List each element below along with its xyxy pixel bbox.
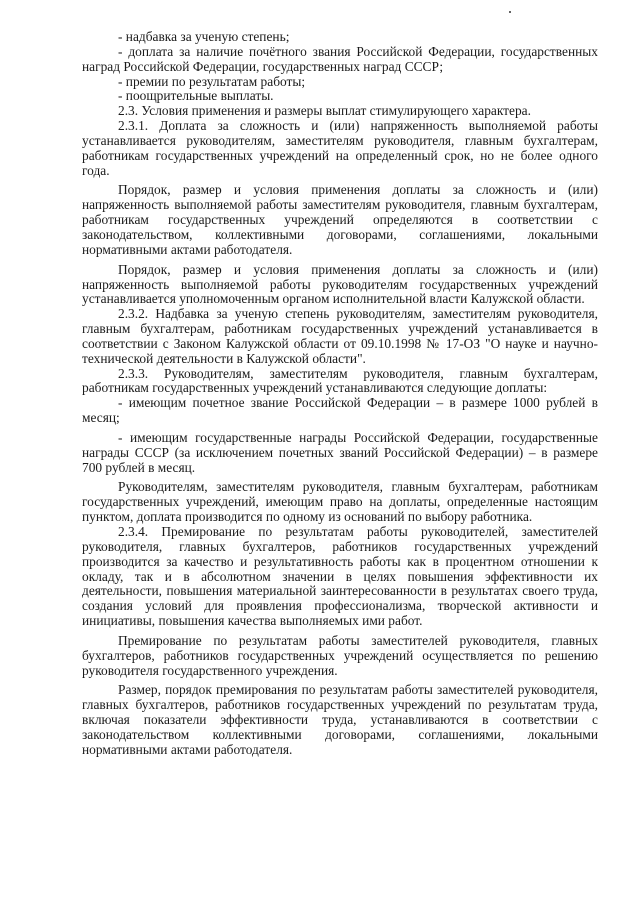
scan-speck bbox=[509, 11, 511, 13]
list-item-honorary-title-payment: - доплата за наличие почётного звания Российской Федерации, государственных наград Российской Федерации, государственных наград СССР; bbox=[82, 43, 598, 74]
paragraph-procedure-deputies: Порядок, размер и условия применения доплаты за сложность и (или) напряженность выполняемой работы заместителям руководителя, главным бухгалтерам, работникам государственных учреждений определяются в соответствии с законодательством, коллективными договорами, соглашениями, локальными нормативными актами работодателя. bbox=[82, 182, 598, 257]
list-item-state-awards-amount: - имеющим государственные награды Российской Федерации, государственные награды СССР (за исключением почетных званий Российской Федерации) – в размере 700 рублей в месяц. bbox=[82, 429, 598, 475]
paragraph-bonus-size-procedure: Размер, порядок премирования по результатам работы заместителей руководителя, главных бухгалтеров, работников государственных учреждений по результатам труда, включая показатели эффективности труда, устанавливаются в соответствии с законодательством коллективными договорами, соглашениями, локальными нормативными актами работодателя. bbox=[82, 682, 598, 757]
list-item-academic-degree-bonus: - надбавка за ученую степень; bbox=[118, 29, 290, 44]
section-heading-2-3: 2.3. Условия применения и размеры выплат стимулирующего характера. bbox=[118, 103, 531, 119]
clause-2-3-2: 2.3.2. Надбавка за ученую степень руководителям, заместителям руководителя, главным бухгалтерам, работникам государственных учреждений устанавливается в соответствии с Законом Калужской области от 09.10.1998 № 17-ОЗ "О науке и научно-технической деятельности в Калужской области". bbox=[82, 306, 598, 366]
list-item-performance-bonuses: - премии по результатам работы; bbox=[118, 73, 306, 89]
paragraph-one-basis-choice: Руководителям, заместителям руководителя, главным бухгалтерам, работникам государственных учреждений, имеющим право на доплаты, определенные настоящим пунктом, доплата производится по одному из оснований по выбору работника. bbox=[82, 479, 598, 525]
list-item-honorary-title-amount: - имеющим почетное звание Российской Федерации – в размере 1000 рублей в месяц; bbox=[82, 395, 598, 426]
paragraph-bonus-decision: Премирование по результатам работы заместителей руководителя, главных бухгалтеров, работников государственных учреждений осуществляется по решению руководителя государственного учреждения. bbox=[82, 632, 598, 678]
list-item-incentive-payments: - поощрительные выплаты. bbox=[118, 88, 274, 104]
document-page bbox=[82, 30, 598, 758]
clause-2-3-4: 2.3.4. Премирование по результатам работы руководителей, заместителей руководителя, главных бухгалтеров, работников государственных учреждений производится за качество и результативность работы как в процентном отношении к окладу, так и в абсолютном значении в целях повышения эффективности их деятельности, повышения материальной заинтересованности в результатах своего труда, создания условий для проявления профессионализма, творческой активности и инициативы, повышения качества выполняемых ими работ. bbox=[82, 524, 598, 629]
clause-2-3-3: 2.3.3. Руководителям, заместителям руководителя, главным бухгалтерам, работникам государственных учреждений устанавливаются следующие доплаты: bbox=[82, 365, 598, 396]
clause-2-3-1: 2.3.1. Доплата за сложность и (или) напряженность выполняемой работы устанавливается руководителям, заместителям руководителя, главным бухгалтерам, работникам государственных учреждений на определенный срок, но не более одного года. bbox=[82, 118, 598, 178]
paragraph-procedure-heads: Порядок, размер и условия применения доплаты за сложность и (или) напряженность выполняемой работы руководителям государственных учреждений устанавливается уполномоченным органом исполнительной власти Калужской области. bbox=[82, 261, 598, 307]
